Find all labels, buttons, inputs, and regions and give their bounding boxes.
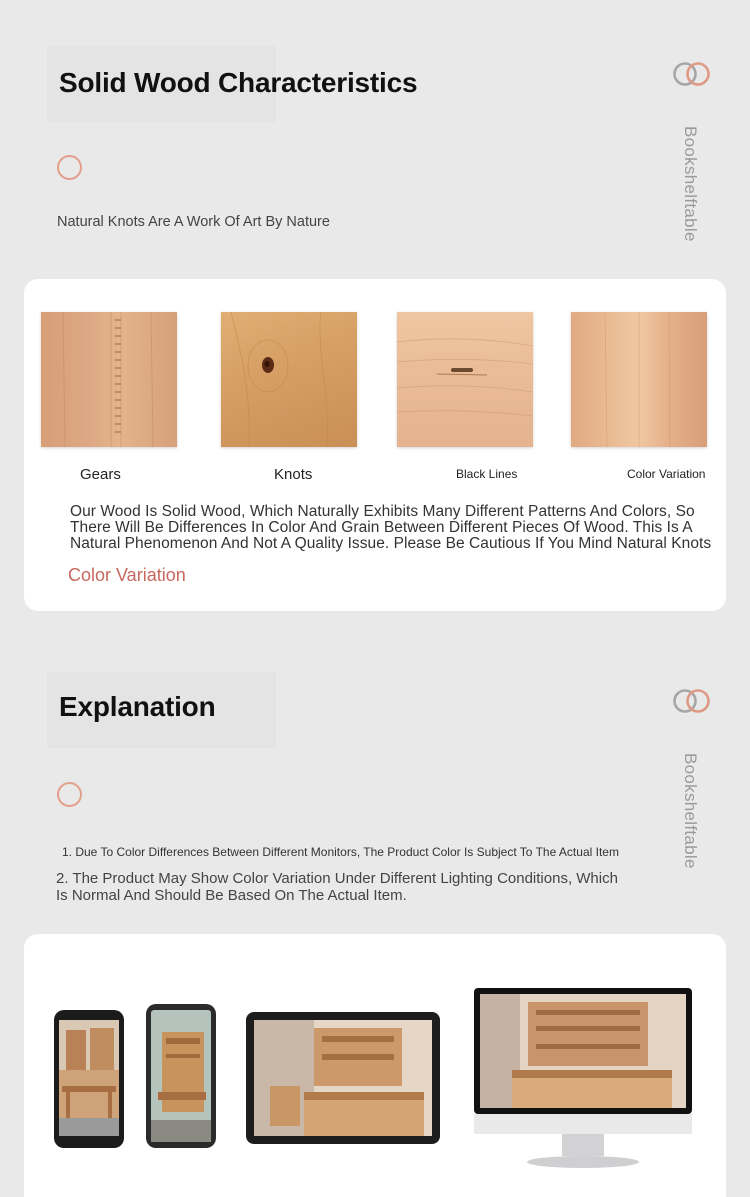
- circle-outline-icon: [57, 782, 82, 807]
- devices-card: [24, 934, 726, 1197]
- lighting-note: 2. The Product May Show Color Variation Under Different Lighting Conditions, Which Is Normal And Should Be Based On The Actual Item.: [56, 870, 618, 904]
- vertical-brand-label: Bookshelftable: [681, 753, 700, 869]
- section-title: Explanation: [59, 691, 216, 722]
- smartphone-back: [144, 1002, 220, 1152]
- color-variation-wood-sample: [571, 312, 707, 447]
- desktop-monitor: [472, 986, 694, 1172]
- wood-characteristics-card: [24, 279, 726, 611]
- monitor-note: 1. Due To Color Differences Between Different Monitors, The Product Color Is Subject To The Actual Item: [62, 845, 619, 859]
- circle-outline-icon: [57, 155, 82, 180]
- double-ring-icon: [671, 687, 713, 715]
- color-variation-label: Color Variation: [68, 565, 186, 585]
- knot-wood-sample: [221, 312, 357, 447]
- section-title: Solid Wood Characteristics: [59, 67, 418, 98]
- section-subtitle: Natural Knots Are A Work Of Art By Nature: [57, 214, 330, 230]
- tablet: [244, 1010, 442, 1148]
- swatch-label-gears: Gears: [80, 466, 121, 483]
- vertical-brand-label: Bookshelftable: [681, 126, 700, 242]
- swatch-label-color-variation: Color Variation: [627, 467, 706, 481]
- double-ring-icon: [671, 60, 713, 88]
- swatch-label-knots: Knots: [274, 466, 313, 483]
- swatch-label-black-lines: Black Lines: [456, 467, 518, 481]
- finger-joint-wood-sample: [41, 312, 177, 447]
- black-line-wood-sample: [397, 312, 533, 447]
- wood-description: Our Wood Is Solid Wood, Which Naturally Exhibits Many Different Patterns And Colors, So There Will Be Differences In Color And Grain Between Different Pieces Of Wood. This Is A Natural Phenomenon And Not A Quality Issue. Please Be Cautious If You Mind Natural Knots: [70, 503, 712, 552]
- smartphone-front: [52, 1008, 128, 1152]
